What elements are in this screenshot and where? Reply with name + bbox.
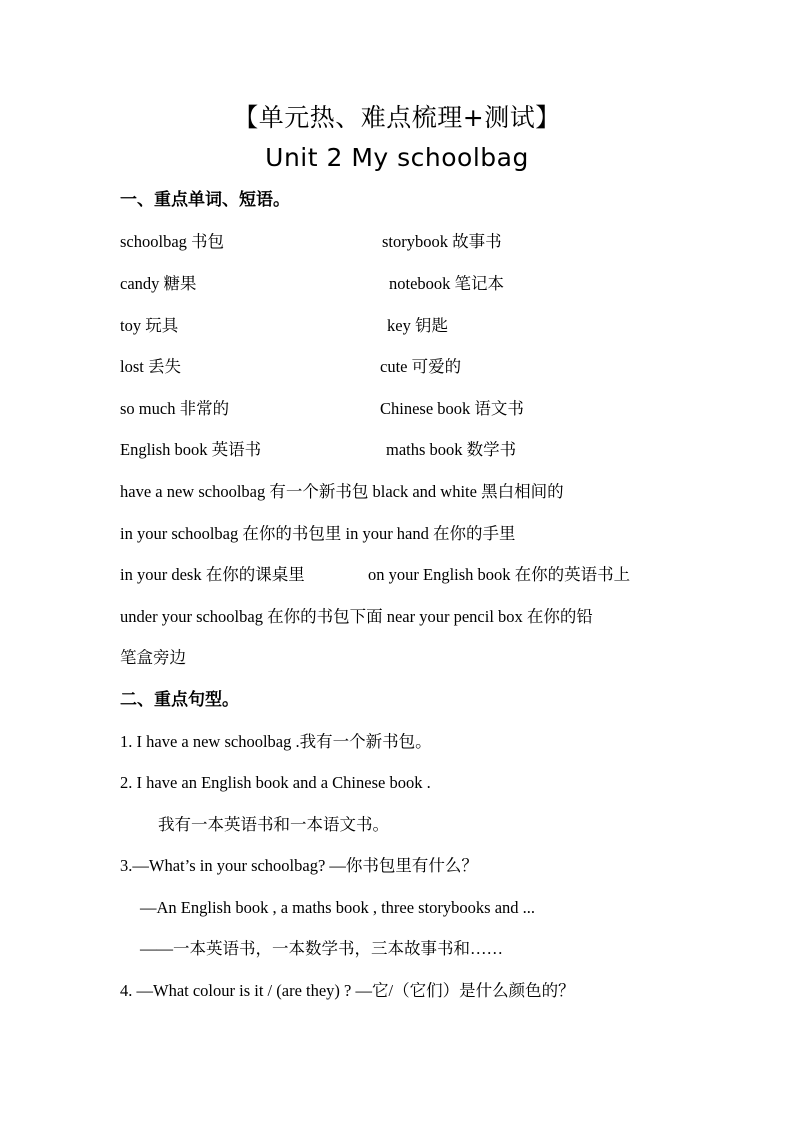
document-title: 【单元热、难点梳理+测试】 (233, 103, 561, 132)
phrase-line: under your schoolbag 在你的书包下面 near your pencil box 在你的铅 (120, 607, 593, 626)
phrase-line: in your schoolbag 在你的书包里 in your hand 在你的手里 (120, 524, 516, 543)
section-heading-sentences: 二、重点句型。 (120, 690, 239, 710)
vocab-item: notebook 笔记本 (389, 274, 505, 293)
vocab-item: Chinese book 语文书 (380, 399, 524, 418)
phrase-line: in your desk 在你的课桌里 (120, 565, 305, 584)
vocab-item: toy 玩具 (120, 316, 179, 335)
phrase-line: 笔盒旁边 (120, 648, 186, 667)
vocab-item: English book 英语书 (120, 440, 262, 459)
vocab-item: so much 非常的 (120, 399, 230, 418)
vocab-item: schoolbag 书包 (120, 232, 225, 251)
sentence-line: 我有一本英语书和一本语文书。 (158, 815, 389, 834)
sentence-line: 1. I have a new schoolbag .我有一个新书包。 (120, 732, 432, 751)
vocab-item: storybook 故事书 (382, 232, 502, 251)
sentence-line: 3.—What’s in your schoolbag? —你书包里有什么？ (120, 856, 478, 875)
vocab-item: lost 丢失 (120, 357, 181, 376)
vocab-item: cute 可爱的 (380, 357, 462, 376)
phrase-line: have a new schoolbag 有一个新书包 black and white 黑白相间的 (120, 482, 564, 501)
sentence-line: 2. I have an English book and a Chinese book . (120, 773, 431, 792)
sentence-line: ——一本英语书，一本数学书，三本故事书和…… (140, 939, 503, 958)
sentence-line: 4. —What colour is it / (are they) ? —它/（它们）是什么颜色的？ (120, 981, 575, 1000)
phrase-line: on your English book 在你的英语书上 (368, 565, 631, 584)
vocab-item: maths book 数学书 (386, 440, 517, 459)
vocab-item: key 钥匙 (387, 316, 448, 335)
sentence-line: —An English book , a maths book , three storybooks and ... (140, 898, 536, 917)
unit-subtitle: Unit 2 My schoolbag (265, 143, 529, 172)
section-heading-vocabulary: 一、重点单词、短语。 (120, 190, 290, 210)
vocab-item: candy 糖果 (120, 274, 197, 293)
